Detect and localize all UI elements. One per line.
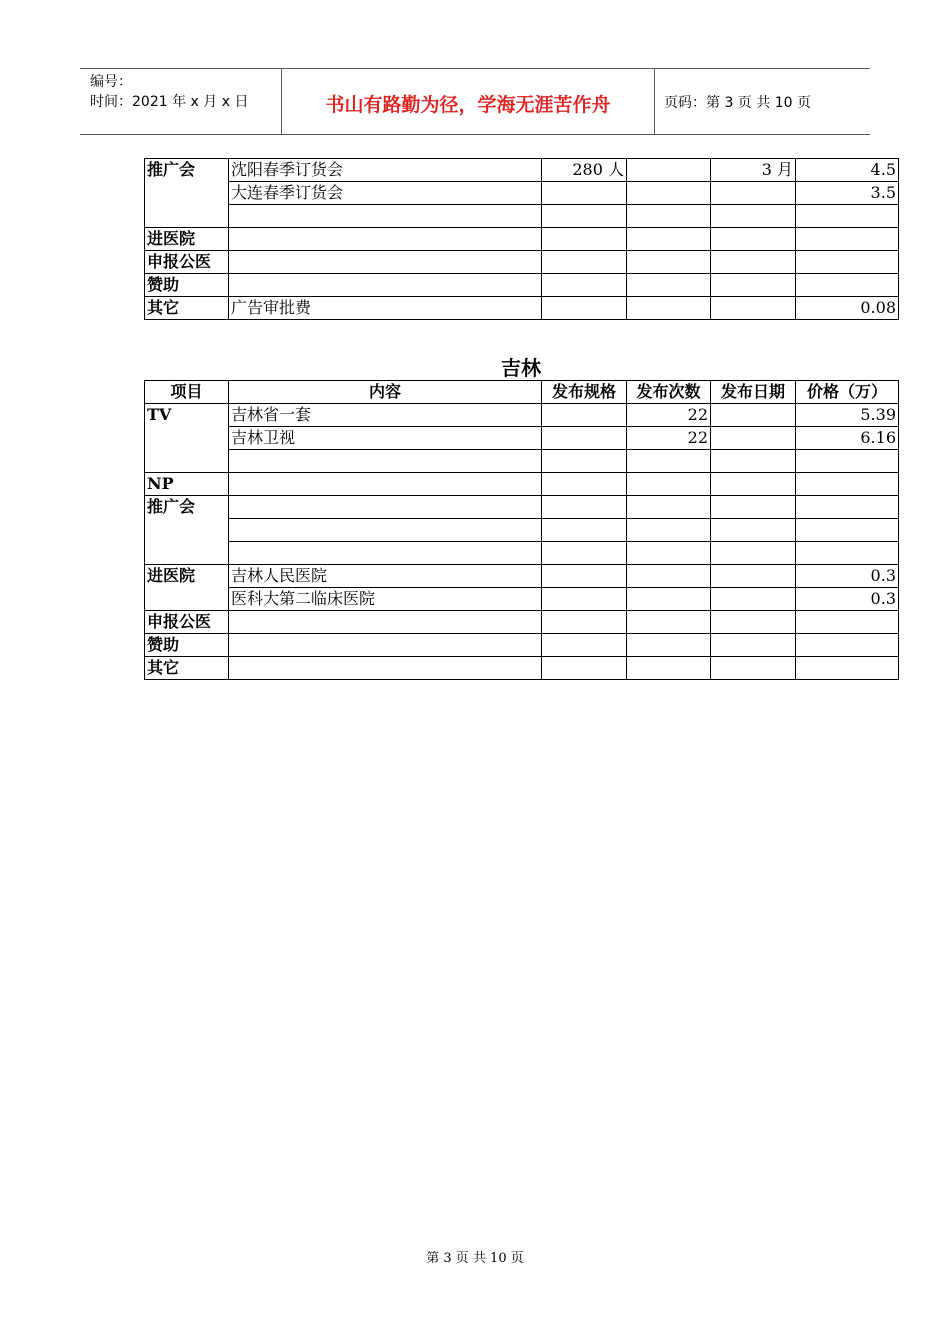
table-cell (796, 496, 899, 519)
column-header: 内容 (229, 381, 542, 404)
table-cell (542, 519, 627, 542)
category-cell: 进医院 (145, 228, 229, 251)
table-cell (627, 519, 711, 542)
category-cell: 赞助 (145, 634, 229, 657)
table-cell (711, 228, 796, 251)
table-cell (542, 473, 627, 496)
table-cell (627, 251, 711, 274)
table-row (145, 427, 899, 450)
table-cell (542, 228, 627, 251)
category-cell: 进医院 (145, 565, 229, 611)
table-cell (627, 588, 711, 611)
category-cell: 推广会 (145, 496, 229, 565)
table-cell (229, 274, 542, 297)
category-cell: 赞助 (145, 274, 229, 297)
table-cell: 5.39 (796, 404, 899, 427)
table-cell (627, 657, 711, 680)
table-cell (796, 205, 899, 228)
table-cell (229, 473, 542, 496)
table-cell (627, 182, 711, 205)
table-cell: 沈阳春季订货会 (229, 159, 542, 182)
table-cell (711, 404, 796, 427)
table-cell (542, 634, 627, 657)
table-cell (229, 205, 542, 228)
table-cell (711, 611, 796, 634)
table-cell (229, 450, 542, 473)
table-cell (229, 519, 542, 542)
table-cell: 4.5 (796, 159, 899, 182)
table-row (145, 182, 899, 205)
table-cell (711, 251, 796, 274)
table-cell: 22 (627, 404, 711, 427)
table-row (145, 228, 899, 251)
table-cell (796, 450, 899, 473)
table-row (145, 274, 899, 297)
table-row (145, 542, 899, 565)
table-liaoning (144, 158, 899, 320)
number-label: 编号： (90, 74, 132, 90)
table-cell (711, 182, 796, 205)
category-cell: 其它 (145, 297, 229, 320)
column-header: 发布规格 (542, 381, 627, 404)
table-row (145, 565, 899, 588)
table-cell (627, 159, 711, 182)
table-cell (542, 496, 627, 519)
table-row (145, 496, 899, 519)
table-row (145, 404, 899, 427)
table-cell (796, 634, 899, 657)
table-cell: 3.5 (796, 182, 899, 205)
table-cell (229, 228, 542, 251)
table-cell (796, 611, 899, 634)
table-cell: 22 (627, 427, 711, 450)
table-cell (542, 565, 627, 588)
column-header: 发布日期 (711, 381, 796, 404)
header-bottom-rule (80, 134, 870, 135)
category-cell: 申报公医 (145, 611, 229, 634)
table-cell: 280 人 (542, 159, 627, 182)
table-row (145, 588, 899, 611)
table-cell (627, 634, 711, 657)
header-top-rule (80, 68, 870, 69)
table-jilin (144, 380, 899, 680)
table-cell (229, 496, 542, 519)
table-cell (711, 588, 796, 611)
table-cell (229, 611, 542, 634)
header-divider (654, 68, 655, 135)
table-cell (627, 274, 711, 297)
page-label: 页码：第 3 页 共 10 页 (664, 95, 811, 111)
table-cell (796, 473, 899, 496)
table-cell: 广告审批费 (229, 297, 542, 320)
table-cell (711, 450, 796, 473)
table-cell (542, 427, 627, 450)
table-cell (229, 634, 542, 657)
table-cell (711, 473, 796, 496)
table-row (145, 297, 899, 320)
page-footer: 第 3 页 共 10 页 (426, 1251, 524, 1266)
table-cell (711, 297, 796, 320)
table-cell: 吉林卫视 (229, 427, 542, 450)
date-label: 时间：2021 年 x 月 x 日 (90, 94, 249, 110)
table-cell (627, 228, 711, 251)
table-cell (542, 450, 627, 473)
table-cell (711, 427, 796, 450)
table-cell (542, 274, 627, 297)
table-cell (542, 205, 627, 228)
table-cell (711, 634, 796, 657)
section-title: 吉林 (501, 356, 541, 380)
table-cell: 吉林人民医院 (229, 565, 542, 588)
table-row (145, 611, 899, 634)
table-cell (711, 565, 796, 588)
table-cell (711, 519, 796, 542)
table-cell (627, 450, 711, 473)
category-cell: 其它 (145, 657, 229, 680)
table-cell (229, 251, 542, 274)
page-header (80, 68, 870, 135)
table-cell (542, 657, 627, 680)
table-cell (711, 657, 796, 680)
table-cell (796, 274, 899, 297)
table-cell (542, 297, 627, 320)
column-header: 价格（万） (796, 381, 899, 404)
table-cell (627, 611, 711, 634)
table-cell (627, 496, 711, 519)
table-cell (796, 519, 899, 542)
column-header: 发布次数 (627, 381, 711, 404)
table-row (145, 634, 899, 657)
table-cell (627, 473, 711, 496)
motto: 书山有路勤为径，学海无涯苦作舟 (325, 94, 611, 116)
table-cell (711, 205, 796, 228)
table-cell: 0.08 (796, 297, 899, 320)
category-cell: 推广会 (145, 159, 229, 228)
category-cell: TV (145, 404, 229, 473)
table-row (145, 205, 899, 228)
category-cell: NP (145, 473, 229, 496)
table-cell (711, 274, 796, 297)
table-cell (542, 611, 627, 634)
table-cell (542, 251, 627, 274)
table-cell: 大连春季订货会 (229, 182, 542, 205)
table-cell (627, 542, 711, 565)
table-cell (796, 542, 899, 565)
table-row (145, 657, 899, 680)
table-cell (711, 496, 796, 519)
table-cell (627, 205, 711, 228)
table-cell (229, 657, 542, 680)
table-cell: 0.3 (796, 565, 899, 588)
table-cell: 3 月 (711, 159, 796, 182)
table-row (145, 251, 899, 274)
table-row (145, 159, 899, 182)
table-cell (229, 542, 542, 565)
table-cell (627, 565, 711, 588)
table-cell (542, 588, 627, 611)
table-cell: 0.3 (796, 588, 899, 611)
header-meta (90, 72, 248, 112)
category-cell: 申报公医 (145, 251, 229, 274)
table-cell (627, 297, 711, 320)
table-cell: 吉林省一套 (229, 404, 542, 427)
table-cell (796, 657, 899, 680)
table-cell (542, 542, 627, 565)
table-row (145, 450, 899, 473)
table-header-row (145, 381, 899, 404)
table-row (145, 519, 899, 542)
table-cell (711, 542, 796, 565)
table-cell: 6.16 (796, 427, 899, 450)
column-header: 项目 (145, 381, 229, 404)
table-cell: 医科大第二临床医院 (229, 588, 542, 611)
table-row (145, 473, 899, 496)
table-cell (796, 228, 899, 251)
table-cell (542, 182, 627, 205)
table-cell (542, 404, 627, 427)
table-cell (796, 251, 899, 274)
